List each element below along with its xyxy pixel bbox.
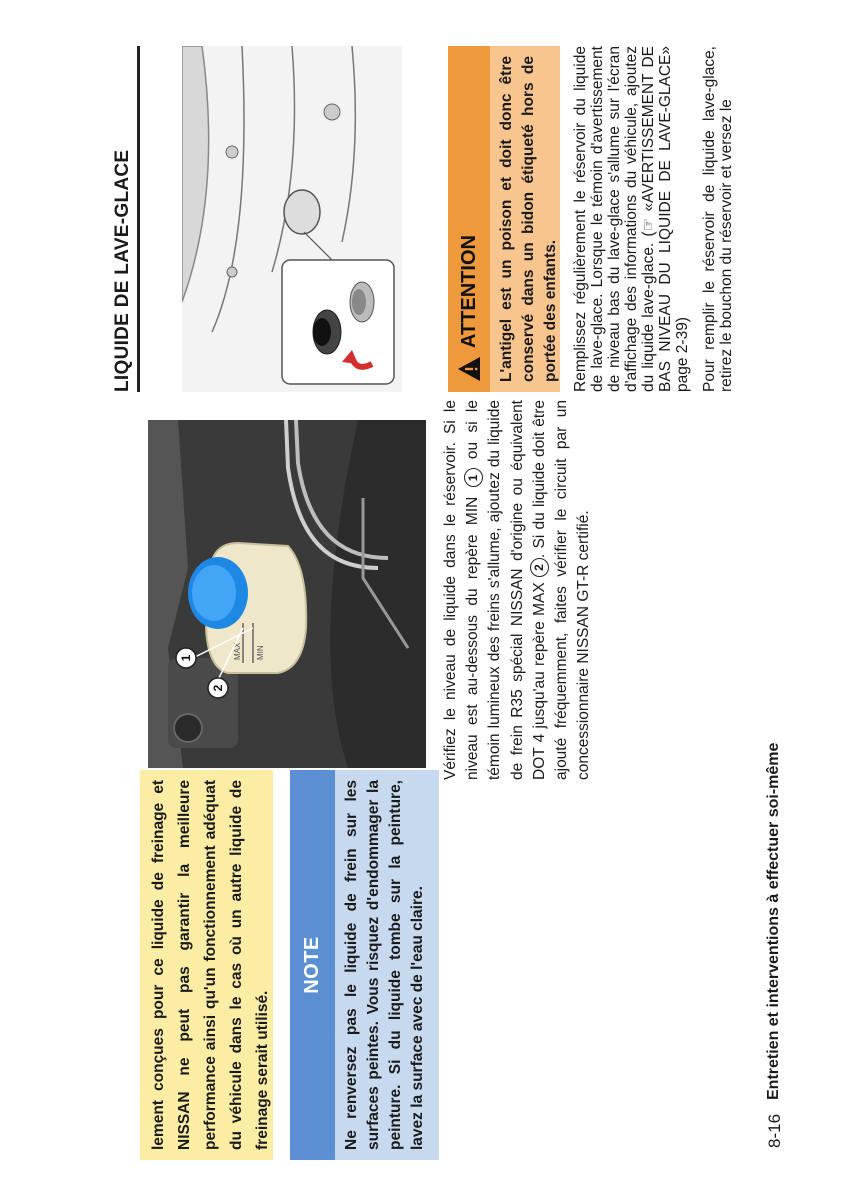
attention-body <box>490 46 560 392</box>
washer-reservoir-photo <box>182 46 402 392</box>
brake-fluid-warning-continued <box>140 770 273 1160</box>
warning-triangle-icon <box>457 356 481 382</box>
min-label: MIN <box>256 645 265 660</box>
section-title: LIQUIDE DE LAVE-GLACE <box>112 149 133 392</box>
note-header <box>290 770 335 1160</box>
marker-1: 1 <box>464 468 483 487</box>
callout-2-label: 2 <box>211 684 225 692</box>
note-text: Ne renversez pas le liquide de frein sur les surfaces peintes. Vous risquez d'endommager la peinture. Si du liquide tombe sur la peinture, lavez la surface avec de l'eau claire. <box>343 780 426 1150</box>
washer-paragraph-1: Remplissez régulièrement le réservoir du liquide de lave-glace. Lorsque le témoin d'avertissement de niveau bas du lave-glace s'allume sur l'écran d'affichage des informations du véhicule, ajoutez du liquide lave-glace. (☞ «AVERTISSEMENT DE BAS NIVEAU DU LIQUIDE DE LAVE-GLACE» page 2-39) <box>572 46 691 392</box>
title-rule <box>137 46 140 392</box>
washer-reservoir-illustration <box>182 46 402 392</box>
yellow-box-text: lement conçues pour ce liquide de freinage et NISSAN ne peut pas garantir la meilleure performance ainsi qu'un fonctionnement adéquat du véhicule dans le cas où un autre liquide de freinage serait utilisé. <box>150 780 271 1150</box>
instructions-part-1: Vérifiez le niveau de liquide dans le réservoir. Si le niveau est au-dessous du repère MIN <box>442 400 482 780</box>
note-title: NOTE <box>301 936 323 994</box>
marker-2: 2 <box>530 558 549 577</box>
instructions-part-3: . Si du liquide doit être ajouté fréquemment, faites vérifier le circuit par un concessionnaire NISSAN GT-R certifié. <box>530 400 593 780</box>
brake-reservoir-photo <box>148 420 426 768</box>
page-number: 8-16 <box>765 1113 784 1148</box>
brake-fluid-instructions <box>440 400 595 780</box>
callout-1-label: 1 <box>179 654 193 662</box>
washer-fluid-text <box>572 46 745 392</box>
washer-paragraph-2: Pour remplir le réservoir de liquide lave-glace, retirez le bouchon du réservoir et versez le <box>701 46 735 392</box>
brake-reservoir-illustration <box>148 420 426 768</box>
attention-text: L'antigel est un poison et doit donc être conservé dans un bidon étiqueté hors de portée des enfants. <box>498 56 559 382</box>
max-label: MAX <box>233 642 242 660</box>
attention-header <box>448 46 490 392</box>
attention-title: ATTENTION <box>458 235 480 348</box>
note-body <box>335 770 439 1160</box>
chapter-title: Entretien et interventions à effectuer soi-même <box>765 742 782 1100</box>
instructions-part-2: ou si le témoin lumineux des freins s'allume, ajoutez du liquide de frein R35 spécial NISSAN d'origine ou équivalent DOT 4 jusqu'au repère MAX <box>464 400 548 780</box>
